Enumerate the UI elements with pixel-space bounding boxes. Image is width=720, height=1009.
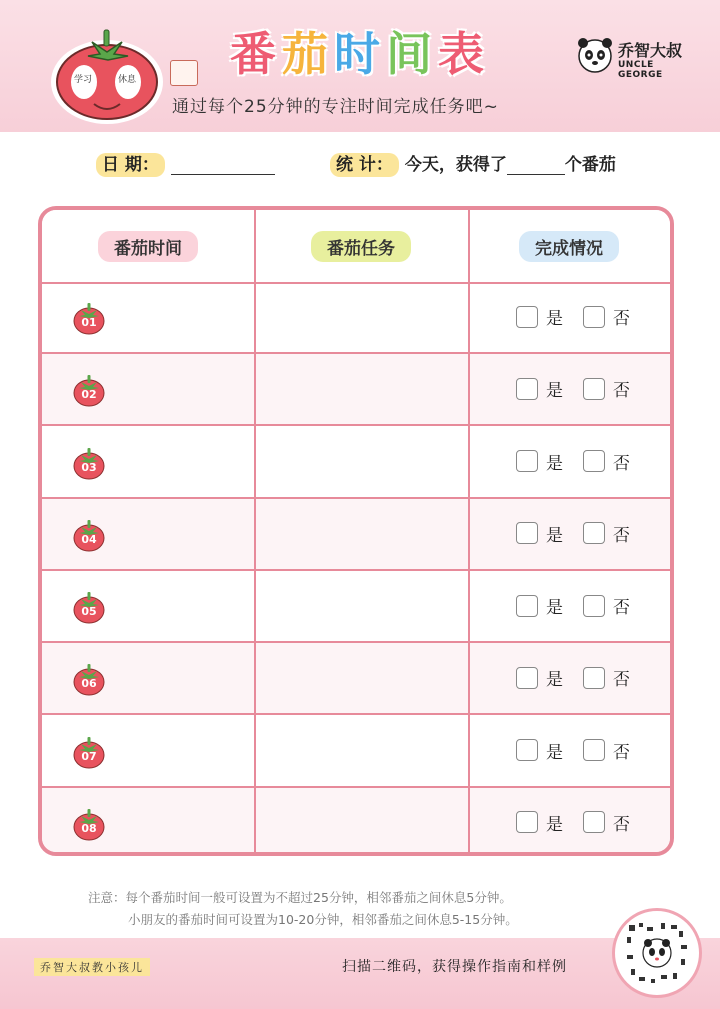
no-checkbox[interactable] (583, 595, 605, 617)
table-row (42, 354, 670, 426)
no-checkbox[interactable] (583, 522, 605, 544)
row-number: 07 (81, 749, 97, 763)
completion-options (516, 593, 650, 618)
no-checkbox[interactable] (583, 450, 605, 472)
yes-checkbox[interactable] (516, 595, 538, 617)
no-label: 否 (613, 525, 630, 546)
header-banner (0, 0, 720, 132)
yes-checkbox[interactable] (516, 811, 538, 833)
date-field (96, 150, 275, 175)
tomato-number-icon (72, 443, 106, 481)
yes-label: 是 (546, 453, 563, 474)
panda-icon (576, 36, 614, 74)
tomato-right-label: 休息 (118, 75, 137, 85)
title-char: 茄 (282, 27, 334, 81)
title-char: 时 (334, 27, 386, 81)
column-divider (468, 210, 470, 852)
yes-label: 是 (546, 670, 563, 691)
date-label: 日 期： (96, 153, 165, 177)
header-task (254, 210, 468, 282)
pomodoro-table (38, 206, 674, 856)
completion-options (516, 738, 650, 763)
stats-label: 统 计： (330, 153, 399, 177)
stats-field (330, 150, 616, 175)
header-status (468, 210, 670, 282)
footer-qr-hint: 扫描二维码，获得操作指南和样例 (342, 959, 567, 975)
task-cell[interactable] (256, 499, 466, 569)
row-number: 03 (81, 460, 97, 474)
brand-name-en: UNCLE GEORGE (618, 60, 663, 80)
tomato-number-icon (72, 298, 106, 336)
tomato-number-icon (72, 370, 106, 408)
tomato-number-icon (72, 804, 106, 842)
stats-suffix: 个番茄 (564, 155, 616, 175)
no-checkbox[interactable] (583, 811, 605, 833)
no-checkbox[interactable] (583, 739, 605, 761)
yes-label: 是 (546, 742, 563, 763)
completion-options (516, 810, 650, 835)
yes-label: 是 (546, 598, 563, 618)
tomato-number-icon (72, 732, 106, 770)
yes-label: 是 (546, 814, 563, 835)
completion-options (516, 304, 650, 329)
row-number: 05 (81, 605, 97, 618)
no-label: 否 (613, 453, 630, 474)
header-task-label: 番茄任务 (311, 231, 411, 262)
column-divider (254, 210, 256, 852)
table-row (42, 788, 670, 856)
footer-slogan: 乔智大叔教小孩儿 (34, 958, 150, 976)
table-row (42, 427, 670, 499)
tomato-left-label: 学习 (74, 75, 93, 85)
completion-options (516, 665, 650, 690)
task-cell[interactable] (256, 427, 466, 497)
no-label: 否 (613, 309, 630, 329)
subtitle: 通过每个25分钟的专注时间完成任务吧~ (172, 97, 499, 117)
yes-checkbox[interactable] (516, 378, 538, 400)
date-blank[interactable] (171, 156, 275, 175)
table-row (42, 716, 670, 788)
note-line-1: 注意：每个番茄时间一般可设置为不超过25分钟，相邻番茄之间休息5分钟。 (88, 890, 512, 905)
note-line-2: 小朋友的番茄时间可设置为10-20分钟，相邻番茄之间休息5-15分钟。 (128, 912, 518, 927)
no-checkbox[interactable] (583, 306, 605, 328)
task-cell[interactable] (256, 282, 466, 352)
yes-label: 是 (546, 309, 563, 329)
header-time (42, 210, 254, 282)
no-checkbox[interactable] (583, 667, 605, 689)
table-header (42, 210, 670, 284)
completion-options (516, 376, 650, 401)
title-char: 间 (386, 27, 438, 81)
header-status-label: 完成情况 (519, 231, 619, 262)
row-number: 02 (81, 388, 97, 402)
title-char: 表 (438, 27, 490, 81)
task-cell[interactable] (256, 788, 466, 856)
yes-checkbox[interactable] (516, 522, 538, 544)
row-number: 08 (81, 821, 97, 835)
table-row (42, 571, 670, 643)
row-number: 01 (81, 316, 97, 329)
qr-code-icon[interactable] (612, 908, 702, 998)
stats-prefix: 今天，获得了 (404, 155, 507, 175)
no-label: 否 (613, 670, 630, 691)
tomato-count-blank[interactable] (507, 156, 565, 175)
completion-options (516, 449, 650, 474)
yes-checkbox[interactable] (516, 306, 538, 328)
table-row (42, 643, 670, 715)
no-checkbox[interactable] (583, 378, 605, 400)
row-number: 06 (81, 677, 97, 691)
task-cell[interactable] (256, 571, 466, 641)
header-time-label: 番茄时间 (98, 231, 198, 262)
qr-pattern-icon (615, 911, 699, 995)
no-label: 否 (613, 742, 630, 763)
no-label: 否 (613, 598, 630, 618)
brand-name-cn: 乔智大叔 (618, 41, 683, 60)
title-char: 番 (230, 27, 282, 81)
no-label: 否 (613, 814, 630, 835)
table-row (42, 499, 670, 571)
yes-checkbox[interactable] (516, 739, 538, 761)
yes-label: 是 (546, 381, 563, 402)
yes-checkbox[interactable] (516, 450, 538, 472)
row-number: 04 (81, 532, 97, 546)
table-row (42, 282, 670, 354)
tomato-number-icon (72, 515, 106, 553)
tomato-number-icon (72, 659, 106, 697)
task-cell[interactable] (256, 716, 466, 786)
yes-checkbox[interactable] (516, 667, 538, 689)
task-cell[interactable] (256, 643, 466, 713)
completion-options (516, 521, 650, 546)
tomato-number-icon (72, 587, 106, 625)
yes-label: 是 (546, 525, 563, 546)
task-cell[interactable] (256, 354, 466, 424)
no-label: 否 (613, 381, 630, 402)
brand-logo (576, 36, 696, 80)
